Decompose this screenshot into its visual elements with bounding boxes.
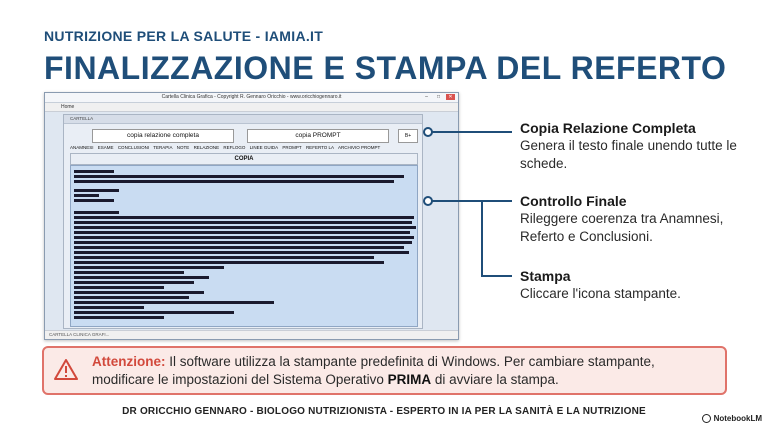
kicker: NUTRIZIONE PER LA SALUTE - IAMIA.IT — [44, 28, 324, 44]
window-titlebar — [45, 93, 458, 103]
selected-text-line — [74, 301, 274, 304]
selected-text-line — [74, 276, 209, 279]
window-controls — [422, 94, 455, 100]
selected-text-line — [74, 236, 414, 239]
section-tabs — [70, 145, 383, 150]
brand-name: NotebookLM — [713, 414, 762, 423]
selected-text-line — [74, 286, 164, 289]
copy-report-button[interactable]: copia relazione completa — [92, 129, 234, 143]
selected-text-line — [74, 189, 119, 192]
tab-conclusioni[interactable]: CONCLUSIONI — [117, 145, 150, 150]
warning-triangle-icon — [54, 358, 78, 382]
selected-text-line — [74, 194, 99, 197]
form-tab-strip[interactable]: CARTELLA — [64, 115, 422, 124]
warning-tail: di avviare la stampa. — [431, 372, 559, 387]
callout-print — [520, 268, 755, 303]
selected-text-line — [74, 306, 144, 309]
brand — [702, 414, 762, 423]
menu-bar[interactable]: Home — [45, 103, 458, 112]
selected-text-line — [74, 251, 409, 254]
selected-text-line — [74, 226, 416, 229]
warning-label: Attenzione: — [92, 354, 166, 369]
selected-text-line — [74, 199, 114, 202]
print-button[interactable]: B+ — [398, 129, 418, 143]
selected-text-line — [74, 221, 412, 224]
tab-esame[interactable]: ESAME — [97, 145, 114, 150]
selected-text-line — [74, 170, 114, 173]
tab-anamnesi[interactable]: ANAMNESI — [70, 145, 94, 150]
tab-archivio-prompt[interactable]: ARCHIVIO PROMPT — [338, 145, 381, 150]
selected-text-line — [74, 256, 374, 259]
window-status-bar: CARTELLA CLINICA GRAFI... — [45, 330, 459, 339]
selected-text-line — [74, 211, 119, 214]
selected-text-line — [74, 180, 394, 183]
selected-text-line — [74, 246, 404, 249]
notebooklm-logo-icon — [702, 414, 711, 423]
footer-credits: DR ORICCHIO GENNARO - BIOLOGO NUTRIZIONISTA - ESPERTO IN IA PER LA SANITÀ E LA NUTRIZIONE — [122, 406, 646, 417]
callout-heading: Copia Relazione Completa — [520, 120, 696, 136]
tab-prompt[interactable]: PROMPT — [282, 145, 302, 150]
minimize-icon[interactable]: – — [425, 94, 428, 100]
callout-text: Rileggere coerenza tra Anamnesi, Referto e Conclusioni. — [520, 211, 724, 244]
selected-text-line — [74, 281, 194, 284]
copia-header: COPIA — [70, 153, 418, 165]
page-title: FINALIZZAZIONE E STAMPA DEL REFERTO — [44, 50, 727, 86]
maximize-icon[interactable]: □ — [436, 94, 441, 100]
tab-relazione[interactable]: RELAZIONE — [193, 145, 220, 150]
copy-prompt-button[interactable]: copia PROMPT — [247, 129, 389, 143]
close-icon[interactable]: ✕ — [446, 94, 455, 100]
selected-text-line — [74, 175, 404, 178]
callout-copy-report — [520, 120, 755, 173]
tab-reflogo[interactable]: REFLOGO — [223, 145, 246, 150]
warning-body: Il software utilizza la stampante predefinita di Windows. Per cambiare stampante, modificare le impostazioni del Sistema Operativo — [92, 354, 655, 387]
selected-text-line — [74, 316, 164, 319]
report-text-area[interactable] — [70, 165, 418, 327]
warning-box — [42, 346, 727, 395]
selected-text-line — [74, 231, 410, 234]
selected-text-line — [74, 291, 204, 294]
selected-text-line — [74, 261, 384, 264]
selected-text-line — [74, 271, 184, 274]
selected-text-line — [74, 216, 414, 219]
warning-text — [92, 353, 717, 389]
selected-text-line — [74, 266, 224, 269]
selected-text-line — [74, 296, 189, 299]
tab-linee-guida[interactable]: LINEE GUIDA — [249, 145, 279, 150]
callout-text: Cliccare l'icona stampante. — [520, 286, 681, 301]
tab-referto-la[interactable]: REFERTO LA — [305, 145, 335, 150]
selected-text-line — [74, 241, 412, 244]
selected-text-line — [74, 311, 234, 314]
tab-note[interactable]: NOTE — [176, 145, 190, 150]
warning-emphasis: PRIMA — [387, 372, 432, 387]
callout-text: Genera il testo finale unendo tutte le schede. — [520, 138, 737, 171]
app-screenshot — [44, 92, 459, 340]
form-panel — [63, 114, 423, 329]
callout-heading: Controllo Finale — [520, 193, 627, 209]
tab-terapia[interactable]: TERAPIA — [153, 145, 173, 150]
window-title: Cartella Clinica Grafica - Copyright R. Gennaro Oricchio - www.oricchiogennaro.it — [161, 94, 342, 100]
callout-heading: Stampa — [520, 268, 571, 284]
callout-final-check — [520, 193, 755, 246]
